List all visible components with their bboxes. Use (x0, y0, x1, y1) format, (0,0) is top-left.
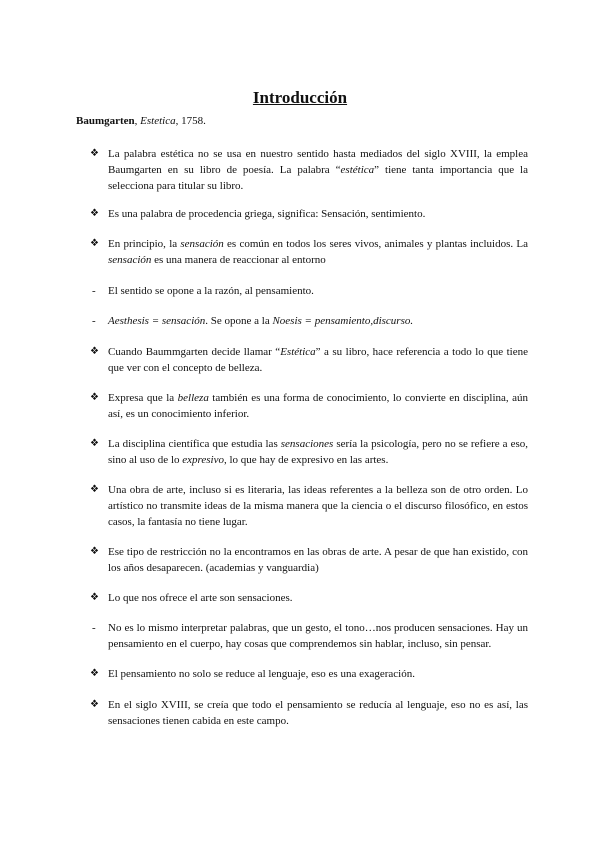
text-segment: Cuando Baummgarten decide llamar “ (108, 346, 281, 358)
diamond-bullet-icon: ❖ (90, 546, 99, 557)
italic-term: belleza (177, 392, 209, 404)
list-item (90, 344, 528, 376)
subtitle-author: Baumgarten (76, 115, 135, 127)
item-text (108, 436, 528, 468)
page-title: Introducción (252, 88, 348, 107)
item-text (108, 283, 528, 299)
text-segment: sería la psicología, pero no se refiere a eso, sino al uso de lo (108, 438, 528, 466)
list-item (90, 590, 528, 606)
list-item (90, 206, 528, 222)
italic-term: expresivo (182, 454, 224, 466)
list-item (90, 436, 528, 468)
subtitle-work: Estetica (140, 115, 176, 127)
italic-term: Aesthesis = sensación (108, 315, 206, 327)
text-segment: es una manera de reaccionar al entorno (151, 254, 326, 266)
text-segment: Ese tipo de restricción no la encontramos en las obras de arte. A pesar de que han existido, con los años desaparecen. (academias y vanguardia) (108, 546, 528, 574)
text-segment: La palabra estética no se usa en nuestro sentido hasta mediados del siglo XVIII, la emplea Baumgarten en su libro de poesía. La palabra “ (108, 148, 528, 176)
text-segment: El pensamiento no solo se reduce al lenguaje, eso es una exageración. (108, 668, 415, 680)
diamond-bullet-icon: ❖ (90, 208, 99, 219)
text-segment: Es una palabra de procedencia griega, significa: Sensación, sentimiento. (108, 208, 426, 220)
item-text (108, 590, 528, 606)
item-text (108, 620, 528, 652)
diamond-bullet-icon: ❖ (90, 438, 99, 449)
list-item (90, 544, 528, 576)
italic-term: Estética (280, 346, 316, 358)
text-segment: ” tiene tanta importancia que la selecciona para titular su libro. (108, 164, 528, 192)
list-item (90, 283, 528, 299)
diamond-bullet-icon: ❖ (90, 668, 99, 679)
text-segment: En principio, la (108, 238, 181, 250)
text-segment: Expresa que la (108, 392, 178, 404)
italic-term: sensación (108, 254, 152, 266)
italic-term: estética (340, 164, 375, 176)
list-item (90, 482, 528, 530)
text-segment: , lo que hay de expresivo en las artes. (224, 454, 389, 466)
item-text (108, 544, 528, 576)
list-item (90, 666, 528, 682)
diamond-bullet-icon: ❖ (90, 346, 99, 357)
item-text (108, 313, 528, 329)
diamond-bullet-icon: ❖ (90, 484, 99, 495)
list-item (90, 620, 528, 652)
diamond-bullet-icon: ❖ (90, 238, 99, 249)
text-segment: No es lo mismo interpretar palabras, que un gesto, el tono…nos producen sensaciones. Hay un pensamiento en el cuerpo, hay cosas que comprendemos sin hablar, incluso, sin pensar. (108, 622, 528, 650)
subtitle: Baumgarten, Estetica, 1758. (76, 115, 206, 127)
item-text (108, 236, 528, 268)
dash-marker: - (92, 285, 96, 297)
text-segment: En el siglo XVIII, se creía que todo el pensamiento se reducía al lenguaje, eso no es así, las sensaciones tienen cabida en este campo. (108, 699, 528, 727)
text-segment: ” a su libro, hace referencia a todo lo que tiene que ver con el concepto de belleza. (108, 346, 529, 374)
item-text (108, 482, 528, 530)
text-segment: El sentido se opone a la razón, al pensamiento. (108, 285, 314, 297)
text-segment: también es una forma de conocimiento, lo convierte en disciplina, aún así, es un conocimiento inferior. (108, 392, 528, 420)
italic-term: sensación (180, 238, 224, 250)
italic-term: Noesis = pensamiento,discurso. (272, 315, 414, 327)
item-text (108, 697, 528, 729)
diamond-bullet-icon: ❖ (90, 592, 99, 603)
item-text (108, 344, 528, 376)
list-item (90, 697, 528, 729)
text-segment: . Se opone a la (205, 315, 273, 327)
italic-term: sensaciones (280, 438, 334, 450)
item-text (108, 666, 528, 682)
text-segment: Lo que nos ofrece el arte son sensaciones. (108, 592, 293, 604)
text-segment: es común en todos los seres vivos, animales y plantas incluidos. La (223, 238, 529, 250)
dash-marker: - (92, 622, 96, 634)
text-segment: Una obra de arte, incluso si es literaria, las ideas referentes a la belleza son de otro orden. Lo artístico no transmite ideas de la misma manera que la ciencia o el discurso filosófico, en estos casos, la fantasía no tiene lugar. (108, 484, 528, 528)
text-segment: La disciplina científica que estudia las (108, 438, 281, 450)
item-text (108, 146, 528, 194)
diamond-bullet-icon: ❖ (90, 392, 99, 403)
list-item (90, 236, 528, 268)
dash-marker: - (92, 315, 96, 327)
diamond-bullet-icon: ❖ (90, 699, 99, 710)
list-item (90, 146, 528, 194)
item-text (108, 206, 528, 222)
subtitle-year: , 1758. (175, 115, 206, 127)
diamond-bullet-icon: ❖ (90, 148, 99, 159)
list-item (90, 313, 528, 329)
list-item (90, 390, 528, 422)
item-text (108, 390, 528, 422)
